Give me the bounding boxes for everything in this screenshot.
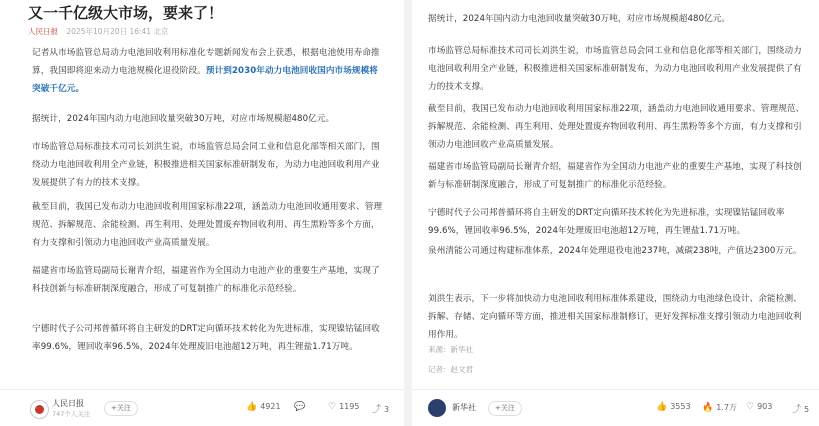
like-stat[interactable] (656, 402, 691, 412)
share-count: 3 (384, 405, 390, 414)
paragraph-text: 记者从市场监管总局动力电池回收利用标准化专题新闻发布会上获悉，根据电池使用寿命推算，我国即将迎来动力电池规模化退役阶段。 (32, 48, 380, 76)
article-paragraph: 宁德时代子公司邦普循环将自主研发的DRT定向循环技术转化为先进标准，实现镍钴锰回收率99.6%，锂回收率96.5%，2024年处理废旧电池超12万吨，再生锂盐1.71万吨。 (428, 208, 785, 236)
comment-icon: 💬 (294, 402, 306, 412)
thumbs-up-icon: 👍 (656, 402, 668, 412)
content-fade (0, 368, 404, 390)
comment-count: 1195 (339, 402, 360, 411)
read-count: 1.7万 (716, 403, 737, 412)
avatar[interactable] (30, 400, 49, 419)
comment-count-stat[interactable] (328, 402, 359, 412)
article-paragraph: 据统计，2024年国内动力电池回收量突破30万吨，对应市场规模超480亿元。 (428, 14, 731, 24)
flame-icon: 🔥 (702, 403, 714, 413)
avatar[interactable] (428, 399, 446, 417)
read-stat[interactable] (702, 402, 737, 413)
article-paragraph (32, 44, 384, 98)
right-article-panel (412, 0, 819, 426)
highlight-text: 预计到2030年动力电池回收国内市场规模将突破千亿元。 (32, 66, 379, 94)
heart-count: 903 (757, 402, 773, 411)
comment-stat[interactable] (294, 402, 308, 412)
heart-icon: ♡ (746, 402, 755, 412)
article-paragraph: 市场监管总局标准技术司司长刘洪生说，市场监管总局会同工业和信息化部等相关部门，围绕动力电池回收利用全产业链，积极推进相关国家标准研制发布，为动力电池回收利用产业发展提供了有力的技术支撑。 (428, 46, 802, 92)
article-paragraph: 宁德时代子公司邦普循环将自主研发的DRT定向循环技术转化为先进标准，实现镍钴锰回收率99.6%，锂回收率96.5%，2024年处理废旧电池超12万吨，再生锂盐1.71万吨。 (32, 324, 380, 352)
article-paragraph: 福建省市场监管局副局长谢青介绍，福建省作为全国动力电池产业的重要生产基地，实现了科技创新与标准研制深度融合，形成了可复制推广的标准化示范经验。 (32, 266, 380, 294)
account-name[interactable]: 新华社 (452, 403, 476, 412)
right-footer-bar (412, 389, 819, 426)
share-stat[interactable] (792, 402, 809, 415)
article-paragraph: 截至目前，我国已发布动力电池回收利用国家标准22项，涵盖动力电池回收通用要求、管理规范、拆解规范、余能检测、再生利用、处理处置废弃物回收利用、再生黑粉等多个方面，有力支撑和引领动力电池回收产业高质量发展。 (32, 202, 383, 248)
share-icon: ⤴ (792, 405, 802, 415)
article-title: 又一千亿级大市场，要来了！ (28, 4, 224, 22)
heart-icon: ♡ (328, 402, 337, 412)
account-followers: 747个人关注 (52, 410, 91, 418)
article-meta (28, 26, 168, 37)
source-note: 来源：新华社 (428, 345, 473, 354)
account-name[interactable]: 人民日报 (52, 399, 84, 408)
like-count: 3553 (670, 402, 691, 411)
share-stat[interactable] (372, 402, 389, 415)
article-source[interactable]: 人民日报 (28, 27, 58, 36)
follow-button[interactable]: +关注 (104, 401, 138, 416)
article-paragraph: 福建省市场监管局副局长谢青介绍，福建省作为全国动力电池产业的重要生产基地，实现了科技创新与标准研制深度融合，形成了可复制推广的标准化示范经验。 (428, 162, 802, 190)
follow-button[interactable]: +关注 (488, 401, 522, 416)
reporter-note: 记者：赵文君 (428, 365, 473, 374)
thumbs-up-icon: 👍 (246, 402, 258, 412)
article-paragraph: 据统计，2024年国内动力电池回收量突破30万吨，对应市场规模超480亿元。 (32, 114, 335, 124)
share-icon: ⤴ (372, 405, 382, 415)
heart-stat[interactable] (746, 402, 772, 412)
article-paragraph: 刘洪生表示，下一步将加快动力电池回收利用标准体系建设，围绕动力电池绿色设计、余能检测、拆解、存储、定向循环等方面，推进相关国家标准制修订，更好发挥标准支撑引领动力电池回收利用作用。 (428, 294, 802, 340)
share-count: 5 (804, 405, 810, 414)
article-paragraph: 市场监管总局标准技术司司长刘洪生说，市场监管总局会同工业和信息化部等相关部门，围绕动力电池回收利用全产业链，积极推进相关国家标准研制发布，为动力电池回收利用产业发展提供了有力的技术支撑。 (32, 142, 380, 188)
article-datetime: 2025年10月20日 16:41 北京 (66, 27, 169, 36)
like-count: 4921 (260, 402, 281, 411)
left-footer-bar (0, 389, 404, 426)
article-paragraph: 截至目前，我国已发布动力电池回收利用国家标准22项，涵盖动力电池回收通用要求、管理规范、拆解规范、余能检测、再生利用、处理处置废弃物回收利用、再生黑粉等多个方面，有力支撑和引领动力电池回收产业高质量发展。 (428, 104, 805, 150)
like-stat[interactable] (246, 402, 281, 412)
left-article-panel (0, 0, 404, 426)
article-paragraph: 泉州清能公司通过构建标准体系，2024年处理退役电池237吨，减碳238吨，产值达2300万元。 (428, 246, 802, 256)
